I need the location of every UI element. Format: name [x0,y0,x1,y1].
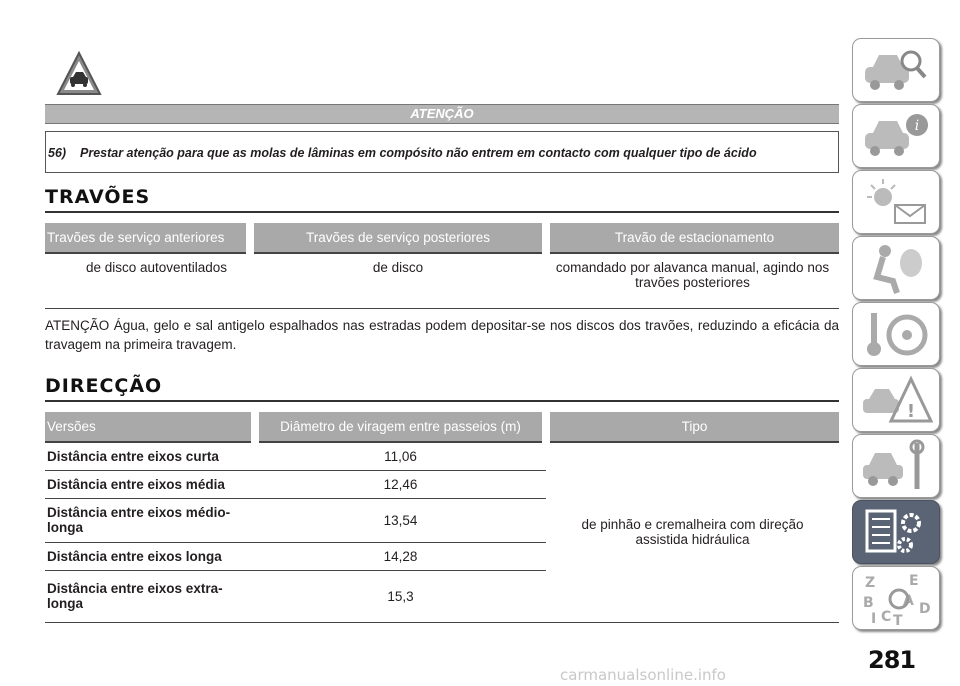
warning-number: 56) [48,146,67,160]
tab-specs-gears[interactable] [852,500,940,564]
tab-car-search[interactable] [852,38,940,102]
car-search-icon [859,43,933,97]
table-cell-versao: Distância entre eixos curta [45,442,255,470]
table-header-cell: Tipo [546,412,839,442]
table-header-row [45,223,839,253]
table-header-cell: Diâmetro de viragem entre passeios (m) [255,412,546,442]
svg-text:E: E [909,573,919,589]
car-warning-icon [859,373,933,427]
versao-text: Distância entre eixos extra-longa [47,581,223,611]
table-cell-versao [45,498,255,542]
seat-airbag-icon [859,241,933,295]
table-header-cell: Versões [45,412,255,442]
tab-car-warning[interactable] [852,368,940,432]
warning-car-icon [55,50,103,98]
key-steering-icon [859,307,933,361]
tab-seat-airbag[interactable] [852,236,940,300]
table-cell-diametro: 11,06 [255,442,546,470]
tab-car-info[interactable] [852,104,940,168]
brake-note: ATENÇÃO Água, gelo e sal antigelo espalhados nas estradas podem depositar-se nos discos dos travões, reduzindo a eficácia da travagem na primeira travagem. [45,318,839,352]
watermark: carmanualsonline.info [560,666,726,684]
tab-alphabet-search[interactable] [852,566,940,630]
table-cell-versao [45,570,255,622]
svg-text:D: D [919,601,931,617]
table-header-cell: Travões de serviço anteriores [45,223,250,253]
warning-text: Prestar atenção para que as molas de lâminas em compósito não entrem em contacto com qualquer tipo de ácido [80,146,757,160]
svg-text:!: ! [906,401,916,422]
section-title-travoes: TRAVÕES [45,186,839,213]
table-cell-versao: Distância entre eixos média [45,470,255,498]
svg-text:i: i [914,118,920,134]
tipo-text: de pinhão e cremalheira com direção assistida hidráulica [581,517,804,548]
table-cell-versao: Distância entre eixos longa [45,542,255,570]
table-header-row [45,412,839,442]
section-title-direccao: DIRECÇÃO [45,375,839,402]
svg-text:I: I [871,611,877,625]
tab-key-steering[interactable] [852,302,940,366]
table-header-cell: Travão de estacionamento [546,223,839,253]
table-cell-diametro: 15,3 [255,570,546,622]
svg-text:C: C [881,609,892,625]
table-header-cell: Travões de serviço posteriores [250,223,546,253]
svg-text:Z: Z [865,575,876,591]
svg-text:A: A [903,593,914,609]
table-cell: de disco [250,253,546,309]
table-cell: de disco autoventilados [45,253,250,309]
tab-lights-mail[interactable] [852,170,940,234]
table-cell-diametro: 14,28 [255,542,546,570]
warning-box [45,131,839,173]
table-row [45,442,839,470]
tab-car-tools[interactable] [852,434,940,498]
table-cell-tipo [546,442,839,622]
svg-text:T: T [893,613,903,625]
specs-gears-icon [859,505,933,559]
versao-text: Distância entre eixos médio-longa [47,505,231,535]
car-tools-icon [859,439,933,493]
travoes-table [45,223,839,309]
page-number: 281 [868,646,916,674]
warning-title: ATENÇÃO [45,104,839,124]
direccao-table [45,412,839,623]
table-row [45,253,839,309]
svg-text:B: B [863,595,874,611]
table-cell-diametro: 12,46 [255,470,546,498]
alphabet-search-icon [859,571,933,625]
table-cell: comandado por alavanca manual, agindo nos travões posteriores [546,253,839,309]
car-info-icon [859,109,933,163]
table-cell-diametro: 13,54 [255,498,546,542]
lights-mail-icon [859,175,933,229]
